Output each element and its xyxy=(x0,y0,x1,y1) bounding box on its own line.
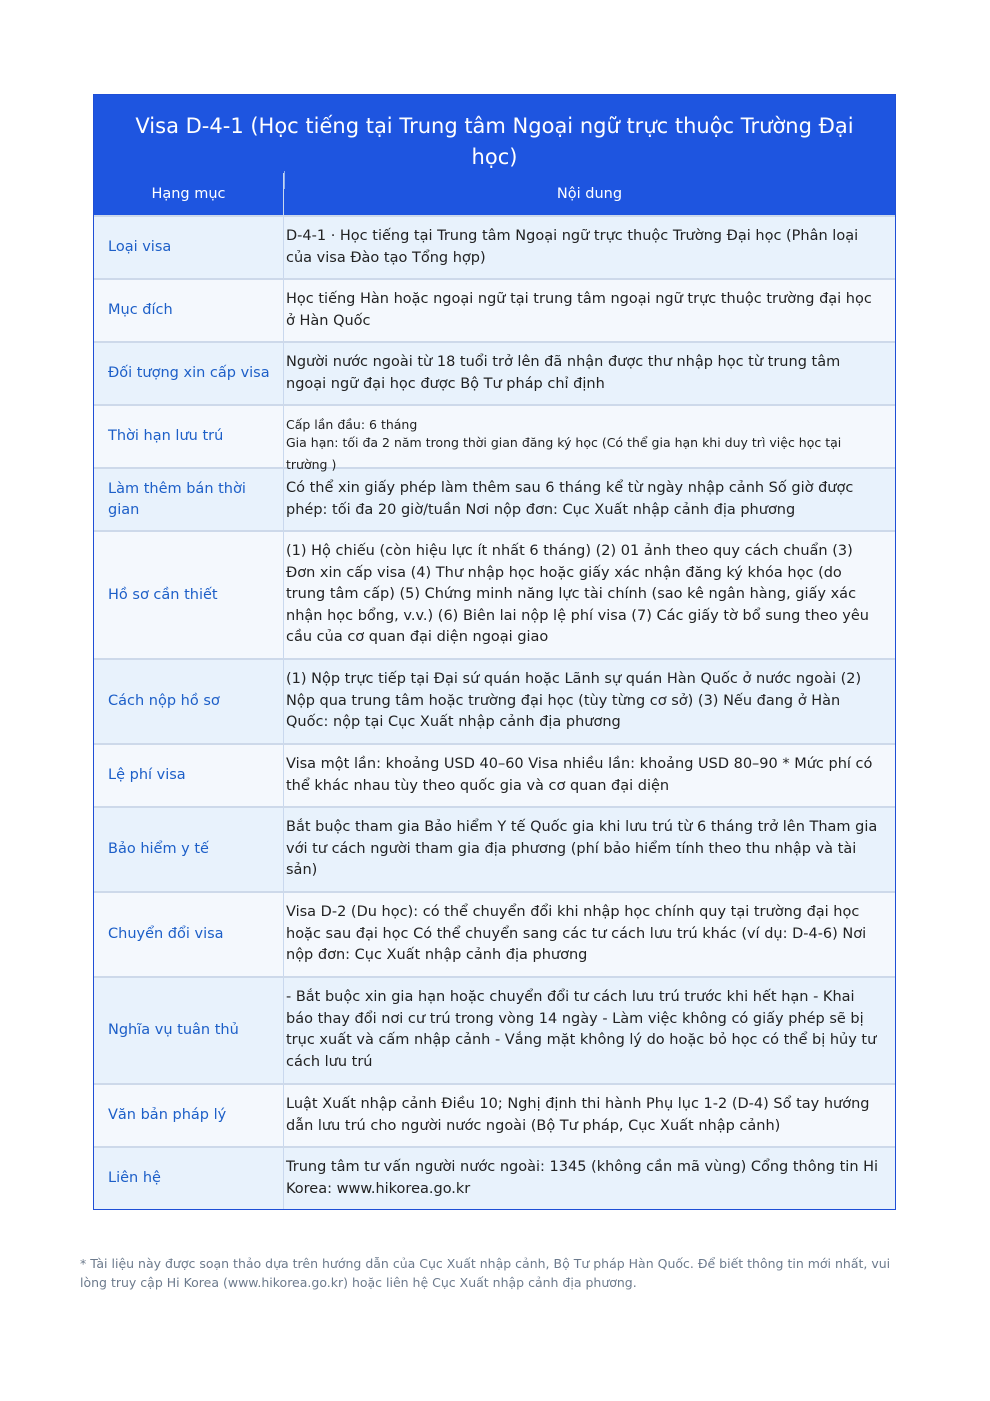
row-content: Trung tâm tư vấn người nước ngoài: 1345 (không cần mã vùng) Cổng thông tin Hi Korea: www.hikorea.go.kr xyxy=(286,1159,879,1197)
table-row xyxy=(94,1146,895,1209)
footnote: * Tài liệu này được soạn thảo dựa trên hướng dẫn của Cục Xuất nhập cảnh, Bộ Tư pháp Hàn Quốc. Để biết thông tin mới nhất, vui lòng truy cập Hi Korea (www.hikorea.go.kr) hoặc liên hệ Cục Xuất nhập cảnh địa phương. xyxy=(80,1256,891,1290)
row-content: D-4-1 · Học tiếng tại Trung tâm Ngoại ngữ trực thuộc Trường Đại học (Phân loại của visa Đào tạo Tổng hợp) xyxy=(286,228,859,266)
table-title-text: Visa D-4-1 (Học tiếng tại Trung tâm Ngoại ngữ trực thuộc Trường Đại học) xyxy=(135,114,854,169)
table-row xyxy=(94,976,895,1083)
row-content xyxy=(284,406,895,472)
row-content: Bắt buộc tham gia Bảo hiểm Y tế Quốc gia khi lưu trú từ 6 tháng trở lên Tham gia với tư cách người tham gia địa phương (phí bảo hiểm tính theo thu nhập và tài sản) xyxy=(286,819,878,879)
table-title xyxy=(94,95,895,173)
table-row xyxy=(94,215,895,278)
table-row xyxy=(94,404,895,472)
row-label: Mục đích xyxy=(94,280,284,341)
row-content-line: Cấp lần đầu: 6 tháng xyxy=(286,417,418,432)
row-label: Đối tượng xin cấp visa xyxy=(94,343,284,404)
row-label: Thời hạn lưu trú xyxy=(94,406,284,467)
row-label: Chuyển đổi visa xyxy=(94,893,284,976)
table-row xyxy=(94,341,895,404)
row-content: Visa D-2 (Du học): có thể chuyển đổi khi nhập học chính quy tại trường đại học hoặc sau đại học Có thể chuyển sang các tư cách lưu trú khác (ví dụ: D-4-6) Nơi nộp đơn: Cục Xuất nhập cảnh địa phương xyxy=(286,904,867,964)
row-label: Lệ phí visa xyxy=(94,745,284,806)
table-header-row xyxy=(94,173,895,215)
table-row xyxy=(94,806,895,891)
visa-info-table xyxy=(93,94,896,1210)
row-label: Loại visa xyxy=(94,217,284,278)
row-label: Hồ sơ cần thiết xyxy=(94,532,284,658)
table-row xyxy=(94,743,895,806)
row-label: Văn bản pháp lý xyxy=(94,1085,284,1146)
row-label: Bảo hiểm y tế xyxy=(94,808,284,891)
row-content: Có thể xin giấy phép làm thêm sau 6 tháng kể từ ngày nhập cảnh Số giờ được phép: tối đa 20 giờ/tuần Nơi nộp đơn: Cục Xuất nhập cảnh địa phương xyxy=(286,480,854,518)
row-content: (1) Hộ chiếu (còn hiệu lực ít nhất 6 tháng) (2) 01 ảnh theo quy cách chuẩn (3) Đơn xin cấp visa (4) Thư nhập học hoặc giấy xác nhận đăng ký khóa học (do trung tâm cấp) (5) Chứng minh năng lực tài chính (sao kê ngân hàng, giấy xác nhận học bổng, v.v.) (6) Biên lai nộp lệ phí visa (7) Các giấy tờ bổ sung theo yêu cầu của cơ quan đại diện ngoại giao xyxy=(286,543,869,646)
row-content: Học tiếng Hàn hoặc ngoại ngữ tại trung tâm ngoại ngữ trực thuộc trường đại học ở Hàn Quốc xyxy=(286,291,872,329)
header-category: Hạng mục xyxy=(94,173,284,215)
row-content: Người nước ngoài từ 18 tuổi trở lên đã nhận được thư nhập học từ trung tâm ngoại ngữ đại học được Bộ Tư pháp chỉ định xyxy=(286,354,841,392)
row-label: Làm thêm bán thời gian xyxy=(94,469,284,530)
row-content: - Bắt buộc xin gia hạn hoặc chuyển đổi tư cách lưu trú trước khi hết hạn - Khai báo thay đổi nơi cư trú trong vòng 14 ngày - Làm việc không có giấy phép sẽ bị trục xuất và cấm nhập cảnh - Vắng mặt không lý do hoặc bỏ học có thể bị hủy tư cách lưu trú xyxy=(286,989,877,1070)
table-row xyxy=(94,891,895,976)
row-content: (1) Nộp trực tiếp tại Đại sứ quán hoặc Lãnh sự quán Hàn Quốc ở nước ngoài (2) Nộp qua trung tâm hoặc trường đại học (tùy từng cơ sở) (3) Nếu đang ở Hàn Quốc: nộp tại Cục Xuất nhập cảnh địa phương xyxy=(286,671,862,731)
table-row xyxy=(94,278,895,341)
table-body xyxy=(94,215,895,1209)
row-content-line: Gia hạn: tối đa 2 năm trong thời gian đăng ký học (Có thể gia hạn khi duy trì việc học tại trường ) xyxy=(286,435,842,472)
row-label: Nghĩa vụ tuân thủ xyxy=(94,978,284,1083)
row-content: Luật Xuất nhập cảnh Điều 10; Nghị định thi hành Phụ lục 1-2 (D-4) Sổ tay hướng dẫn lưu trú cho người nước ngoài (Bộ Tư pháp, Cục Xuất nhập cảnh) xyxy=(286,1096,870,1134)
table-row xyxy=(94,530,895,658)
row-label: Cách nộp hồ sơ xyxy=(94,660,284,743)
row-content: Visa một lần: khoảng USD 40–60 Visa nhiều lần: khoảng USD 80–90 * Mức phí có thể khác nhau tùy theo quốc gia và cơ quan đại diện xyxy=(286,756,873,794)
header-content: Nội dung xyxy=(556,186,623,202)
table-row xyxy=(94,1083,895,1146)
table-row xyxy=(94,658,895,743)
title-divider xyxy=(284,171,285,189)
row-label: Liên hệ xyxy=(94,1148,284,1209)
table-row xyxy=(94,467,895,530)
